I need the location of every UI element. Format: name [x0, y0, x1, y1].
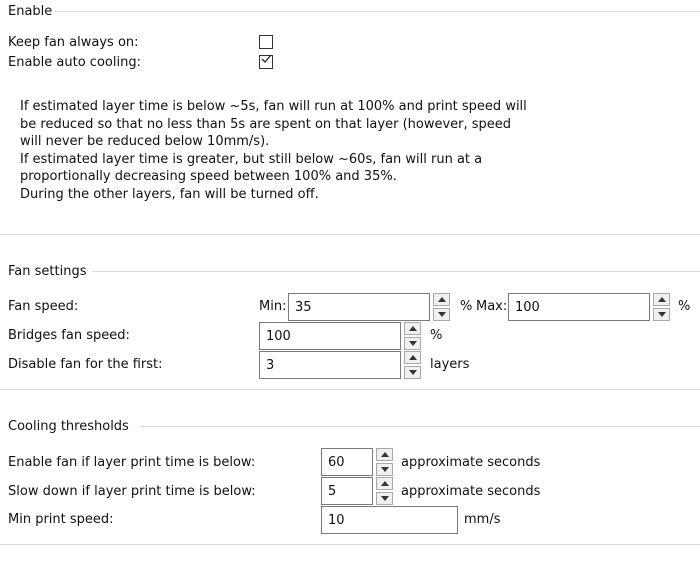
- spin-up-button[interactable]: [404, 322, 421, 335]
- description-line: During the other layers, fan will be turned off.: [20, 186, 319, 202]
- keep-fan-checkbox[interactable]: [259, 35, 273, 49]
- fan-min-spinner[interactable]: [433, 293, 450, 321]
- enable-group-rule: [55, 11, 700, 12]
- description-line: proportionally decreasing speed between 100% and 35%.: [20, 169, 397, 184]
- min-print-speed-input[interactable]: [321, 506, 458, 534]
- triangle-up-icon: [409, 355, 417, 360]
- spin-down-button[interactable]: [653, 308, 670, 321]
- description-line: If estimated layer time is greater, but still below ~60s, fan will run at a: [20, 151, 483, 167]
- description-line: If estimated layer time is below ~5s, fan will run at 100% and print speed will: [20, 99, 527, 114]
- description-line: will never be reduced below 10mm/s).: [20, 134, 270, 149]
- spin-up-button[interactable]: [376, 448, 393, 461]
- triangle-down-icon: [409, 341, 417, 346]
- check-icon: [261, 53, 272, 70]
- min-percent-unit: %: [460, 299, 473, 314]
- triangle-down-icon: [658, 312, 666, 317]
- fan-settings-title: Fan settings: [8, 264, 87, 279]
- fan-min-input[interactable]: [288, 293, 430, 321]
- bridges-percent-unit: %: [430, 328, 443, 343]
- section-divider: [0, 389, 700, 390]
- section-divider: [0, 544, 700, 545]
- slow-down-threshold-input[interactable]: [321, 477, 373, 505]
- enable-group-title: Enable: [8, 4, 53, 19]
- spin-down-button[interactable]: [433, 308, 450, 321]
- description-line: be reduced so that no less than 5s are spent on that layer (however, speed: [20, 116, 512, 132]
- triangle-up-icon: [381, 481, 389, 486]
- cooling-thresholds-rule: [140, 426, 700, 427]
- keep-fan-label: Keep fan always on:: [8, 35, 139, 50]
- disable-fan-spinner[interactable]: [404, 351, 421, 379]
- cooling-thresholds-title: Cooling thresholds: [8, 419, 129, 434]
- disable-fan-label: Disable fan for the first:: [8, 357, 163, 372]
- triangle-up-icon: [438, 297, 446, 302]
- enable-fan-threshold-spinner[interactable]: [376, 448, 393, 476]
- enable-fan-seconds-unit: approximate seconds: [401, 455, 541, 470]
- min-print-speed-label: Min print speed:: [8, 512, 114, 527]
- bridges-fan-spinner[interactable]: [404, 322, 421, 350]
- triangle-up-icon: [381, 452, 389, 457]
- auto-cooling-checkbox[interactable]: [259, 55, 273, 69]
- max-percent-unit: %: [678, 299, 691, 314]
- slow-down-threshold-spinner[interactable]: [376, 477, 393, 505]
- spin-up-button[interactable]: [653, 293, 670, 306]
- mms-unit: mm/s: [464, 512, 501, 527]
- spin-down-button[interactable]: [404, 366, 421, 379]
- slow-down-threshold-label: Slow down if layer print time is below:: [8, 484, 256, 499]
- spin-up-button[interactable]: [433, 293, 450, 306]
- enable-fan-threshold-input[interactable]: [321, 448, 373, 476]
- spin-up-button[interactable]: [404, 351, 421, 364]
- bridges-fan-input[interactable]: [259, 322, 401, 350]
- spin-up-button[interactable]: [376, 477, 393, 490]
- fan-max-spinner[interactable]: [653, 293, 670, 321]
- spin-down-button[interactable]: [376, 492, 393, 505]
- triangle-up-icon: [658, 297, 666, 302]
- triangle-down-icon: [381, 496, 389, 501]
- section-divider: [0, 234, 700, 235]
- spin-down-button[interactable]: [376, 463, 393, 476]
- triangle-down-icon: [438, 312, 446, 317]
- fan-settings-rule: [92, 271, 700, 272]
- triangle-down-icon: [381, 467, 389, 472]
- spin-down-button[interactable]: [404, 337, 421, 350]
- min-label: Min:: [259, 299, 287, 314]
- layers-unit: layers: [430, 357, 470, 372]
- enable-fan-threshold-label: Enable fan if layer print time is below:: [8, 455, 256, 470]
- max-label: Max:: [476, 299, 508, 314]
- fan-speed-label: Fan speed:: [8, 299, 79, 314]
- auto-cooling-description: [20, 98, 527, 203]
- disable-fan-input[interactable]: [259, 351, 401, 379]
- auto-cooling-label: Enable auto cooling:: [8, 55, 141, 70]
- fan-max-input[interactable]: [508, 293, 650, 321]
- triangle-up-icon: [409, 326, 417, 331]
- triangle-down-icon: [409, 370, 417, 375]
- slow-down-seconds-unit: approximate seconds: [401, 484, 541, 499]
- bridges-fan-label: Bridges fan speed:: [8, 328, 130, 343]
